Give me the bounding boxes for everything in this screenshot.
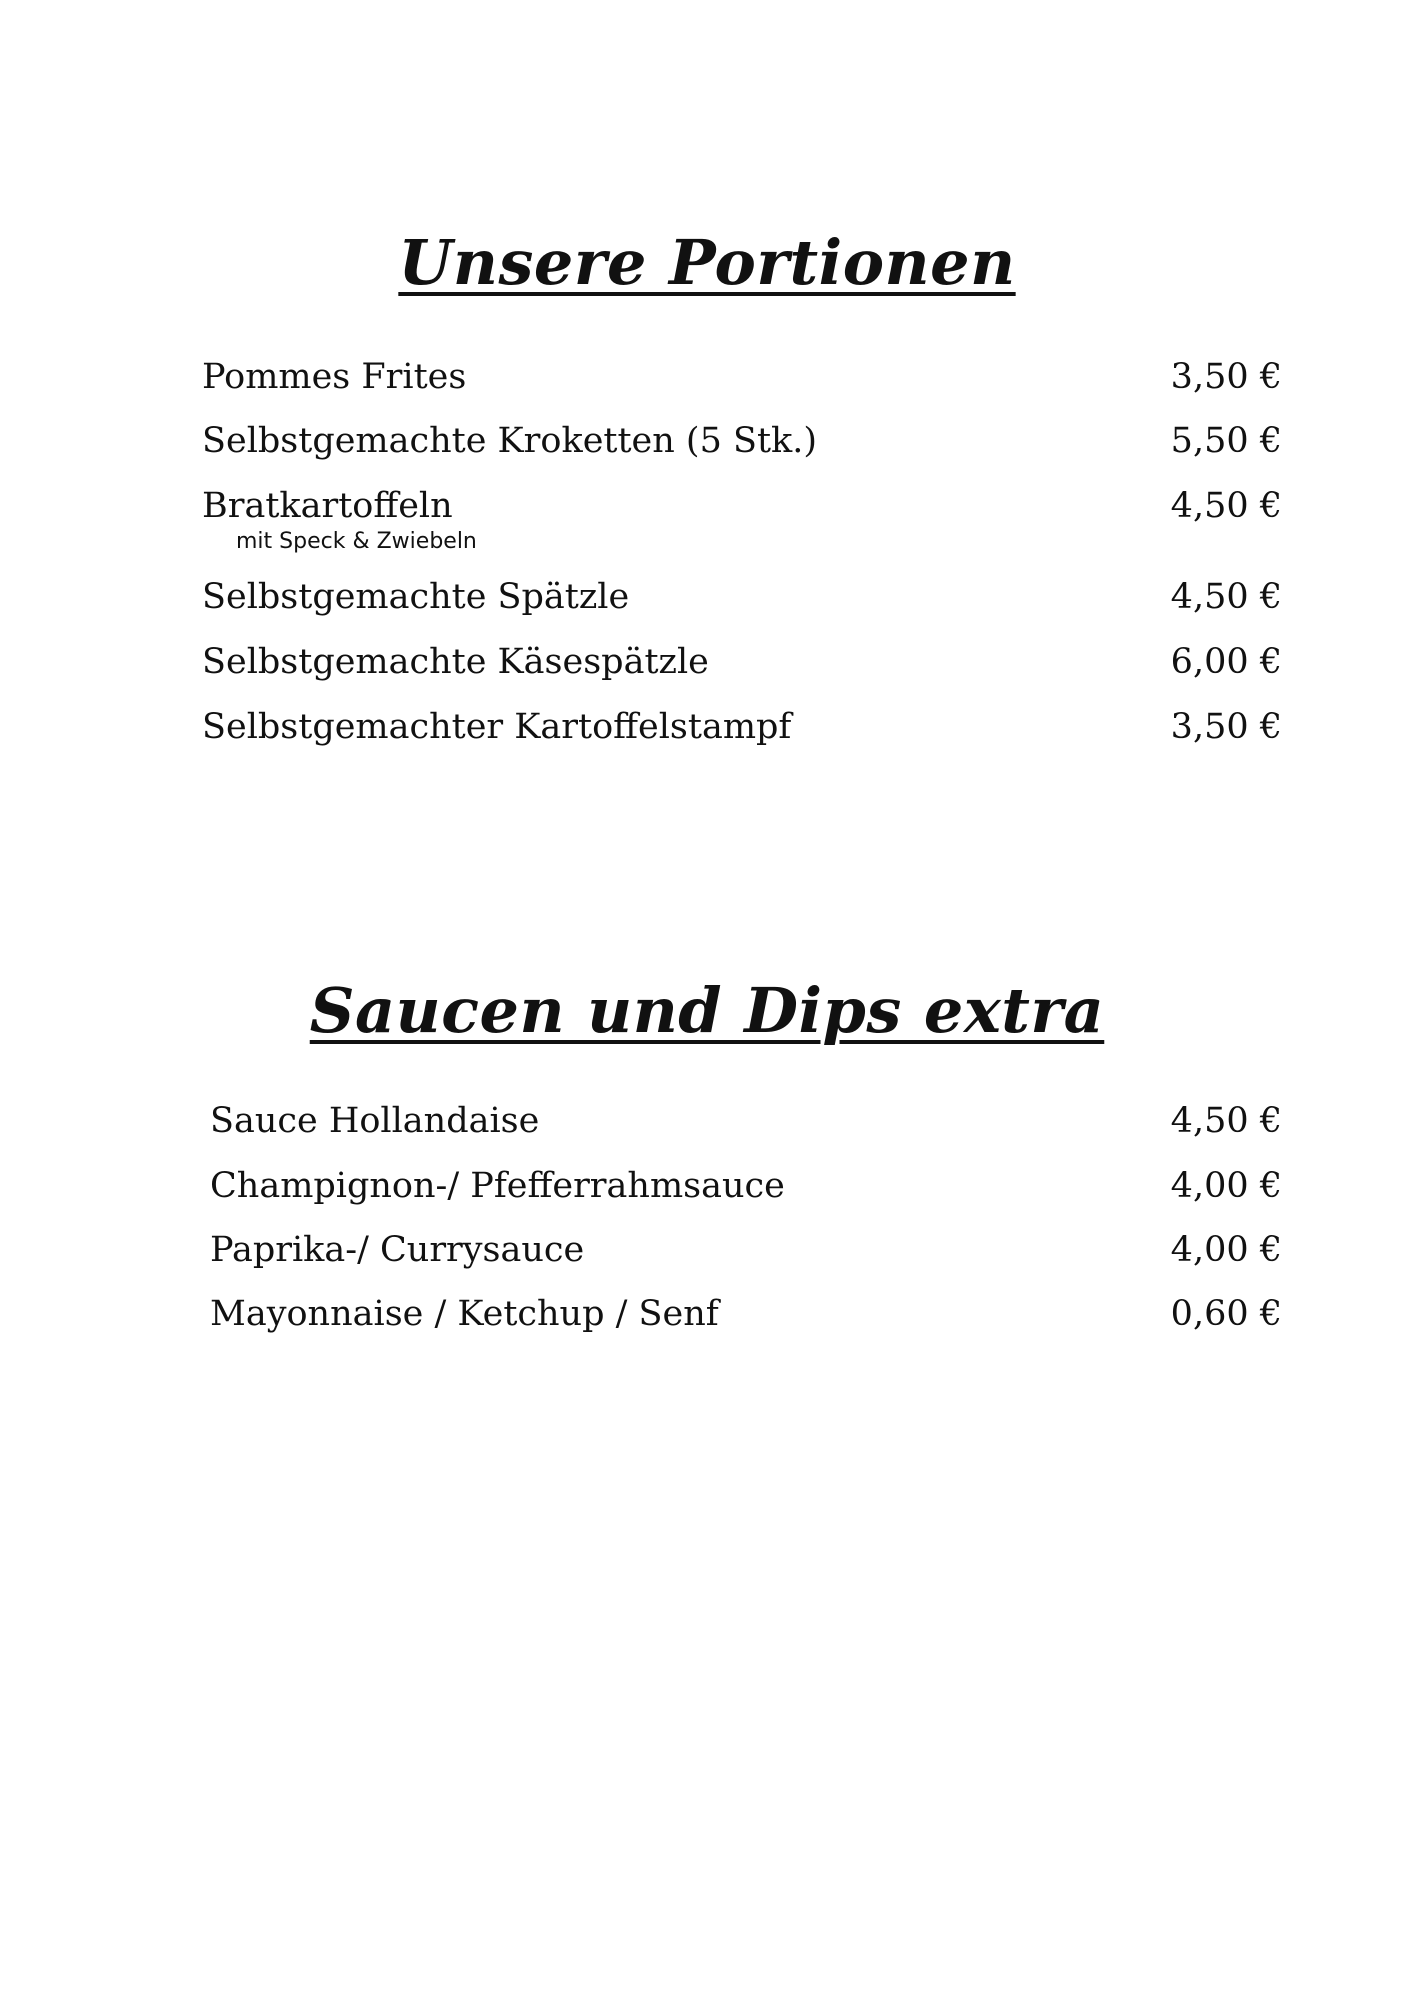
menu-item	[202, 416, 1282, 466]
item-note: mit Speck & Zwiebeln	[236, 529, 477, 554]
menu-item	[202, 481, 1282, 554]
section-title-saucen: Saucen und Dips extra	[309, 974, 1105, 1047]
item-price: 4,50 €	[1170, 577, 1282, 617]
item-price: 4,50 €	[1170, 1101, 1282, 1141]
item-name: Selbstgemachte Kroketten (5 Stk.)	[202, 421, 817, 461]
item-price: 4,00 €	[1170, 1166, 1282, 1206]
item-price: 0,60 €	[1170, 1294, 1282, 1334]
item-price: 5,50 €	[1170, 421, 1282, 461]
menu-item	[210, 1289, 1282, 1339]
item-name: Paprika-/ Currysauce	[210, 1230, 585, 1270]
item-name: Selbstgemachte Käsespätzle	[202, 642, 709, 682]
menu-item	[210, 1161, 1282, 1211]
item-price: 3,50 €	[1170, 707, 1282, 747]
item-price: 6,00 €	[1170, 642, 1282, 682]
item-name: Mayonnaise / Ketchup / Senf	[210, 1294, 719, 1334]
menu-item	[202, 637, 1282, 687]
item-name: Sauce Hollandaise	[210, 1101, 540, 1141]
item-name: Selbstgemachte Spätzle	[202, 577, 630, 617]
item-price: 3,50 €	[1170, 357, 1282, 397]
menu-item	[202, 702, 1282, 752]
menu-item	[210, 1096, 1282, 1146]
item-name: Bratkartoffeln	[202, 486, 453, 526]
section-title-portionen: Unsere Portionen	[398, 226, 1016, 299]
menu-item	[202, 352, 1282, 402]
item-name: Champignon-/ Pfefferrahmsauce	[210, 1166, 785, 1206]
item-price: 4,00 €	[1170, 1230, 1282, 1270]
item-price: 4,50 €	[1170, 486, 1282, 526]
item-name: Pommes Frites	[202, 357, 467, 397]
item-name: Selbstgemachter Kartoffelstampf	[202, 707, 792, 747]
menu-item	[210, 1225, 1282, 1275]
menu-item	[202, 572, 1282, 622]
